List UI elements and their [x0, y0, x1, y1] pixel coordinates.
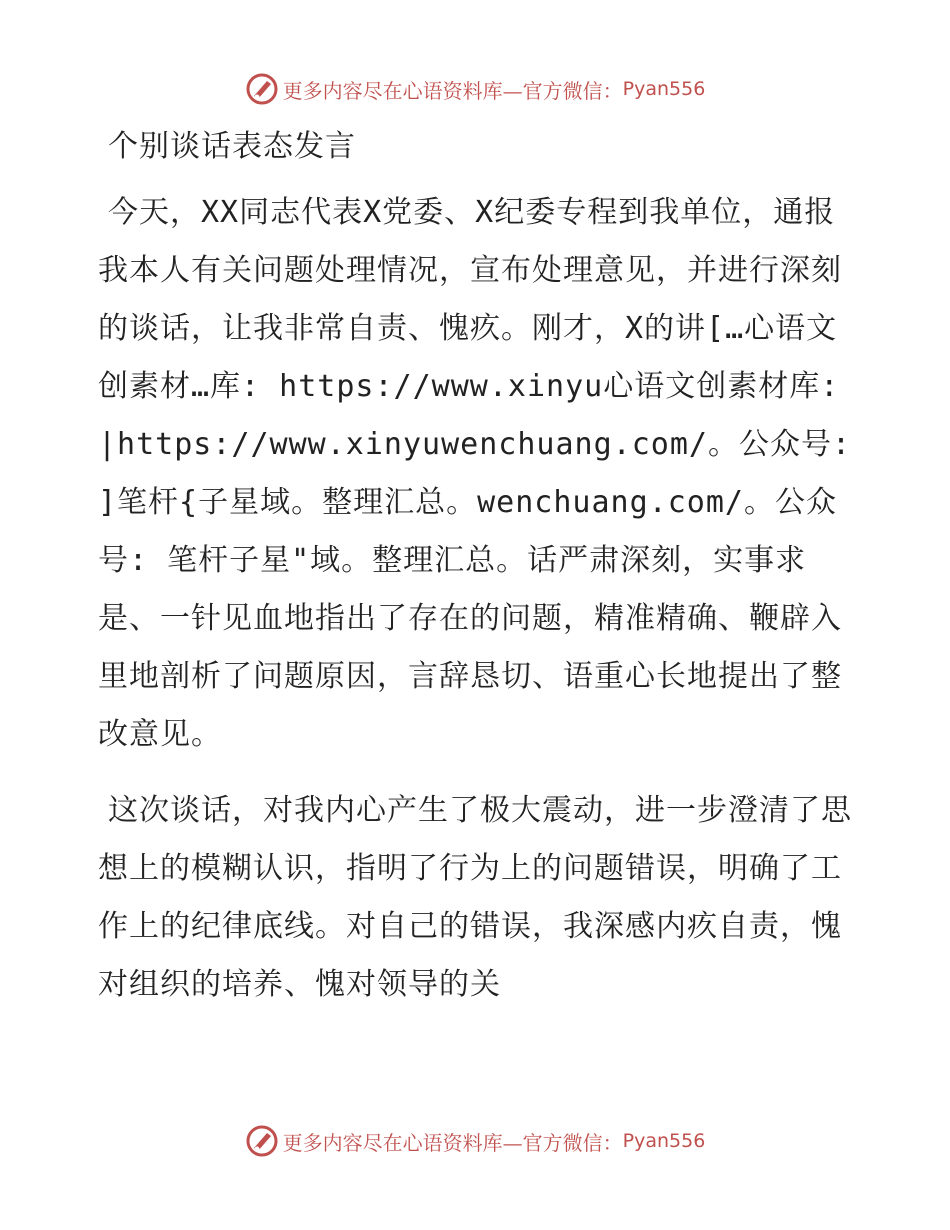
watermark-text: 更多内容尽在心语资料库—官方微信： [282, 78, 623, 103]
document-body [98, 124, 858, 1032]
logo-icon [245, 1124, 279, 1158]
paragraph: 这次谈话，对我内心产生了极大震动，进一步澄清了思想上的模糊认识，指明了行为上的问题错误，明确了工作上的纪律底线。对自己的错误，我深感内疚自责，愧对组织的培养、愧对领导的关 [98, 793, 852, 1002]
watermark-brand: Pyan556 [622, 78, 706, 100]
watermark-brand: Pyan556 [622, 1130, 706, 1152]
header-watermark [0, 72, 950, 106]
document-title: 个别谈话表态发言 [108, 129, 356, 164]
footer-watermark [0, 1124, 950, 1158]
paragraph: 今天，XX同志代表X党委、X纪委专程到我单位，通报我本人有关问题处理情况，宣布处理意见，并进行深刻的谈话，让我非常自责、愧疚。刚才，X的讲[…心语文创素材…库: https://www.xinyu心语文创素材库: |https://www.xinyuwenchuang.com/。公众号: ]笔杆{子星域。整理汇总。wenchuang.com/。公众号: 笔杆子星"域。整理汇总。话严肃深刻，实事求是、一针见血地指出了存在的问题，精准精确、鞭辟入里地剖析了问题原因，言辞恳切、语重心长地提出了整改意见。 [98, 195, 852, 752]
watermark-text: 更多内容尽在心语资料库—官方微信： [282, 1130, 623, 1155]
logo-icon [245, 72, 279, 106]
